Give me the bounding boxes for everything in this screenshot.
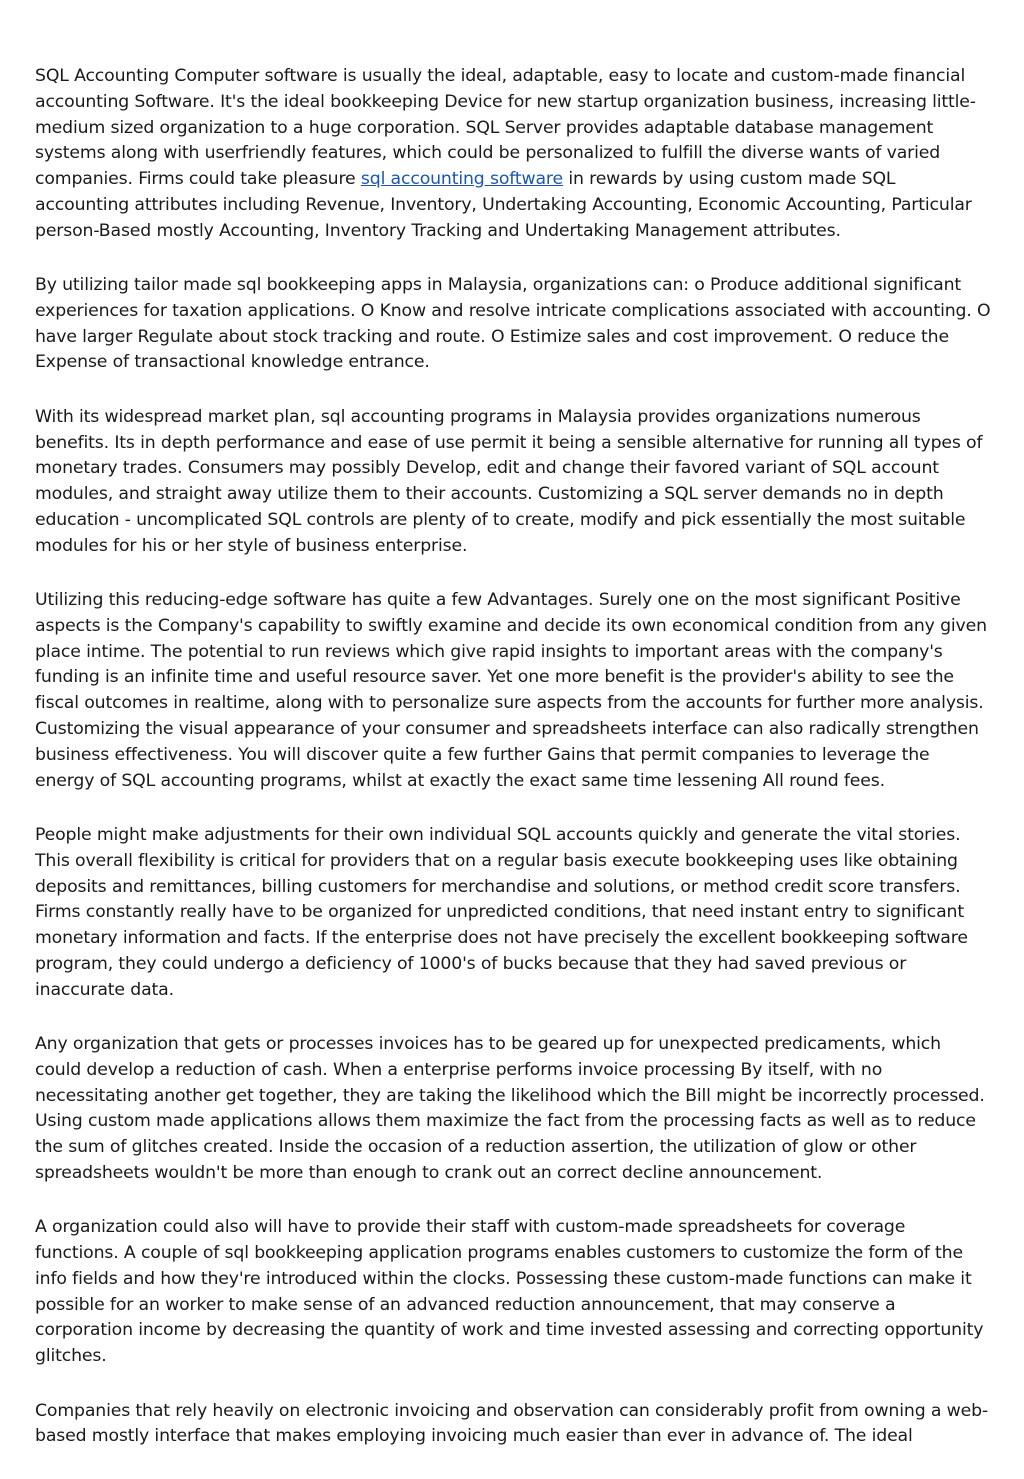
paragraph-6: Any organization that gets or processes invoices has to be geared up for unexpected predicaments, which could develop a reduction of cash. When a enterprise performs invoice processing By itself, with no necessitating another get together, they are taking the likelihood which the Bill might be incorrectly processed. Using custom made applications allows them maximize the fact from the processing facts as well as to reduce the sum of glitches created. Inside the occasion of a reduction assertion, the utilization of glow or other spreadsheets wouldn't be more than enough to crank out an correct decline announcement. bbox=[35, 1034, 985, 1183]
paragraph-3: With its widespread market plan, sql accounting programs in Malaysia provides organizations numerous benefits. Its in depth performance and ease of use permit it being a sensible alternative for running all types of monetary trades. Consumers may possibly Develop, edit and change their favored variant of SQL account modules, and straight away utilize them to their accounts. Customizing a SQL server demands no in depth education - uncomplicated SQL controls are plenty of to create, modify and pick essentially the most suitable modules for his or her style of business enterprise. bbox=[35, 406, 983, 556]
paragraph-2: By utilizing tailor made sql bookkeeping apps in Malaysia, organizations can: o Produce additional significant experiences for taxation applications. O Know and resolve intricate complications associated with accounting. O have larger Regulate about stock tracking and route. O Estimize sales and cost improvement. O reduce the Expense of transactional knowledge entrance. bbox=[35, 275, 991, 373]
paragraph-5: People might make adjustments for their own individual SQL accounts quickly and generate the vital stories. This overall flexibility is critical for providers that on a regular basis execute bookkeeping uses like obtaining deposits and remittances, billing customers for merchandise and solutions, or method credit score transfers. Firms constantly really have to be organized for unpredicted conditions, that need instant entry to significant monetary information and facts. If the enterprise does not have precisely the excellent bookkeeping software program, they could undergo a deficiency of 1000's of bucks because that they had saved previous or inaccurate data. bbox=[35, 824, 968, 1000]
paragraph-7: A organization could also will have to provide their staff with custom-made spreadsheets for coverage functions. A couple of sql bookkeeping application programs enables customers to customize the form of the info fields and how they're introduced within the clocks. Possessing these custom-made functions can make it possible for an worker to make sense of an advanced reduction announcement, that may conserve a corporation income by decreasing the quantity of work and time invested assessing and correcting opportunity glitches. bbox=[35, 1217, 984, 1367]
paragraph-8: Companies that rely heavily on electronic invoicing and observation can considerably profit from owning a web-based mostly interface that makes employing invoicing much easier than ever in advance of. The ideal bbox=[35, 1400, 989, 1447]
paragraph-1-text-before-link: SQL Accounting Computer software is usually the ideal, adaptable, easy to locate and custom-made financial accounting Software. It's the ideal bookkeeping Device for new startup organization business, increasing little-medium sized organization to a huge corporation. SQL Server provides adaptable database management systems along with userfriendly features, which could be personalized to fulfill the diverse wants of varied companies. Firms could take pleasure bbox=[35, 66, 976, 190]
paragraph-1-text-after-link: in rewards by using custom made SQL accounting attributes including Revenue, Inventory, Undertaking Accounting, Economic Accounting, Particular person-Based mostly Accounting, Inventory Tracking and Undertaking Management attributes. bbox=[35, 169, 972, 241]
sql-accounting-software-link[interactable]: sql accounting software bbox=[360, 169, 563, 190]
paragraph-4: Utilizing this reducing-edge software has quite a few Advantages. Surely one on the most significant Positive aspects is the Company's capability to swiftly examine and decide its own economical condition from any given place intime. The potential to run reviews which give rapid insights to important areas with the company's funding is an infinite time and useful resource saver. Yet one more benefit is the provider's ability to see the fiscal outcomes in realtime, along with to personalize sure aspects from the accounts for further more analysis. Customizing the visual appearance of your consumer and spreadsheets interface can also radically strengthen business effectiveness. You will discover quite a few further Gains that permit companies to leverage the energy of SQL accounting programs, whilst at exactly the exact same time lessening All round fees. bbox=[35, 590, 987, 791]
paragraph-1 bbox=[35, 64, 991, 245]
document-body bbox=[35, 64, 991, 1479]
